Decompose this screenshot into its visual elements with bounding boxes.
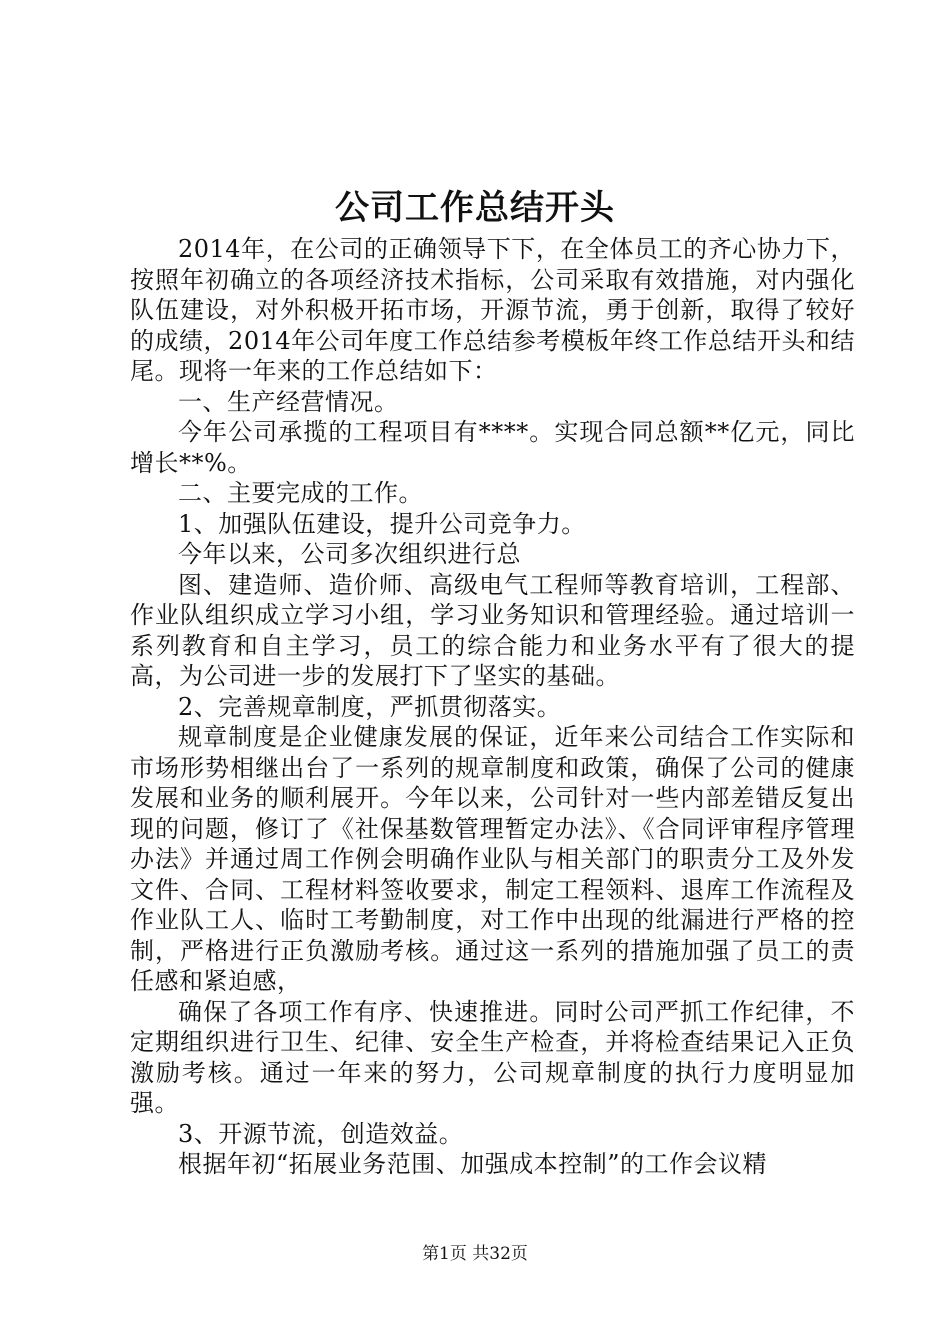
paragraph-regulations: 规章制度是企业健康发展的保证，近年来公司结合工作实际和市场形势相继出台了一系列的规章制度和政策，确保了公司的健康发展和业务的顺利展开。今年以来，公司针对一些内部差错反复出现的问题，修订了《社保基数管理暂定办法》、《合同评审程序管理办法》并通过周工作例会明确作业队与相关部门的职责分工及外发文件、合同、工程材料签收要求，制定工程领料、退库工作流程及作业队工人、临时工考勤制度，对工作中出现的纰漏进行严格的控制，严格进行正负激励考核。通过这一系列的措施加强了员工的责任感和紧迫感， (130, 723, 855, 995)
paragraph-training: 图、建造师、造价师、高级电气工程师等教育培训，工程部、作业队组织成立学习小组，学习业务知识和管理经验。通过培训一系列教育和自主学习，员工的综合能力和业务水平有了很大的提高，为公司进一步的发展打下了坚实的基础。 (130, 570, 855, 690)
subheading-regulations: 2、完善规章制度，严抓贯彻落实。 (178, 692, 562, 721)
section-heading-main-work: 二、主要完成的工作。 (178, 479, 423, 507)
subheading-cost-control: 3、开源节流，创造效益。 (178, 1119, 464, 1148)
paragraph-training-start: 今年以来，公司多次组织进行总 (178, 540, 521, 568)
section-heading-production: 一、生产经营情况。 (178, 387, 399, 416)
document-body (130, 234, 855, 1180)
paragraph-intro: 2014年，在公司的正确领导下下，在全体员工的齐心协力下，按照年初确立的各项经济技术指标，公司采取有效措施，对内强化队伍建设，对外积极开拓市场，开源节流，勇于创新，取得了较好的成绩，2014年公司年度工作总结参考模板年终工作总结开头和结尾。现将一年来的工作总结如下： (130, 235, 855, 385)
paragraph-production: 今年公司承揽的工程项目有****。实现合同总额**亿元，同比增长**%。 (130, 418, 855, 477)
page-number-footer: 第1页 共32页 (422, 1244, 528, 1264)
subheading-team-building: 1、加强队伍建设，提升公司竞争力。 (178, 509, 586, 538)
paragraph-cost-control: 根据年初“拓展业务范围、加强成本控制”的工作会议精 (178, 1150, 768, 1178)
document-title: 公司工作总结开头 (335, 188, 615, 228)
paragraph-discipline: 确保了各项工作有序、快速推进。同时公司严抓工作纪律，不定期组织进行卫生、纪律、安全生产检查，并将检查结果记入正负激励考核。通过一年来的努力，公司规章制度的执行力度明显加强。 (130, 997, 855, 1117)
